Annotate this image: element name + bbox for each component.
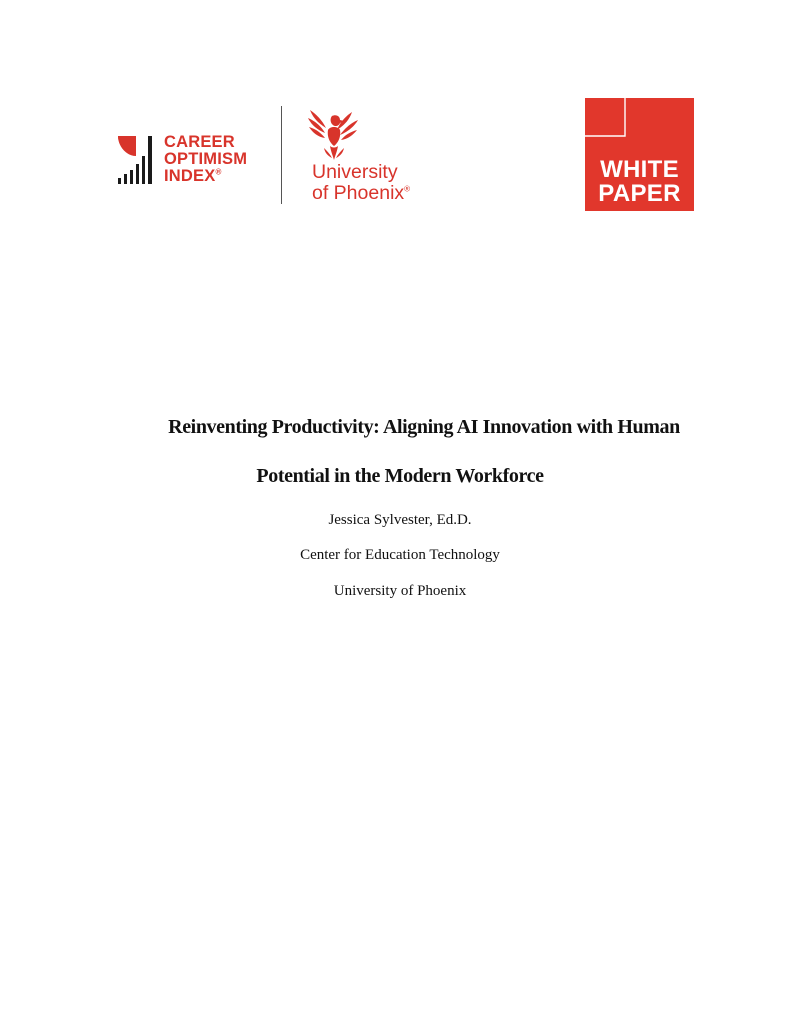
coi-line-3-text: INDEX	[164, 167, 216, 185]
white-paper-line-2: PAPER	[598, 180, 681, 207]
coi-line-2: OPTIMISM	[164, 150, 248, 168]
coi-line-3	[164, 168, 247, 185]
uop-line-2-text: of Phoenix	[312, 182, 405, 204]
logo-divider	[281, 106, 282, 204]
university-of-phoenix-logo	[304, 106, 424, 206]
institution-name: University of Phoenix	[333, 583, 467, 599]
career-optimism-index-wordmark	[164, 134, 247, 185]
department-name: Center for Education Technology	[300, 547, 500, 563]
white-paper-label	[585, 158, 694, 206]
white-paper-badge	[585, 98, 694, 211]
phoenix-bird-icon	[306, 106, 362, 162]
university-of-phoenix-wordmark	[312, 162, 410, 204]
document-title-line-1: Reinventing Productivity: Aligning AI Innovation with Human	[168, 416, 680, 438]
uop-line-1: University	[312, 161, 398, 183]
author-name: Jessica Sylvester, Ed.D.	[328, 512, 472, 528]
bar-chart-icon	[116, 134, 156, 186]
career-optimism-index-logo	[116, 134, 266, 188]
uop-registered-mark: ®	[404, 184, 411, 194]
uop-line-2	[312, 183, 410, 204]
document-title-line-2: Potential in the Modern Workforce	[256, 465, 544, 487]
coi-registered-mark: ®	[215, 167, 222, 177]
coi-line-1: CAREER	[164, 133, 235, 151]
white-paper-line-1: WHITE	[600, 156, 679, 183]
